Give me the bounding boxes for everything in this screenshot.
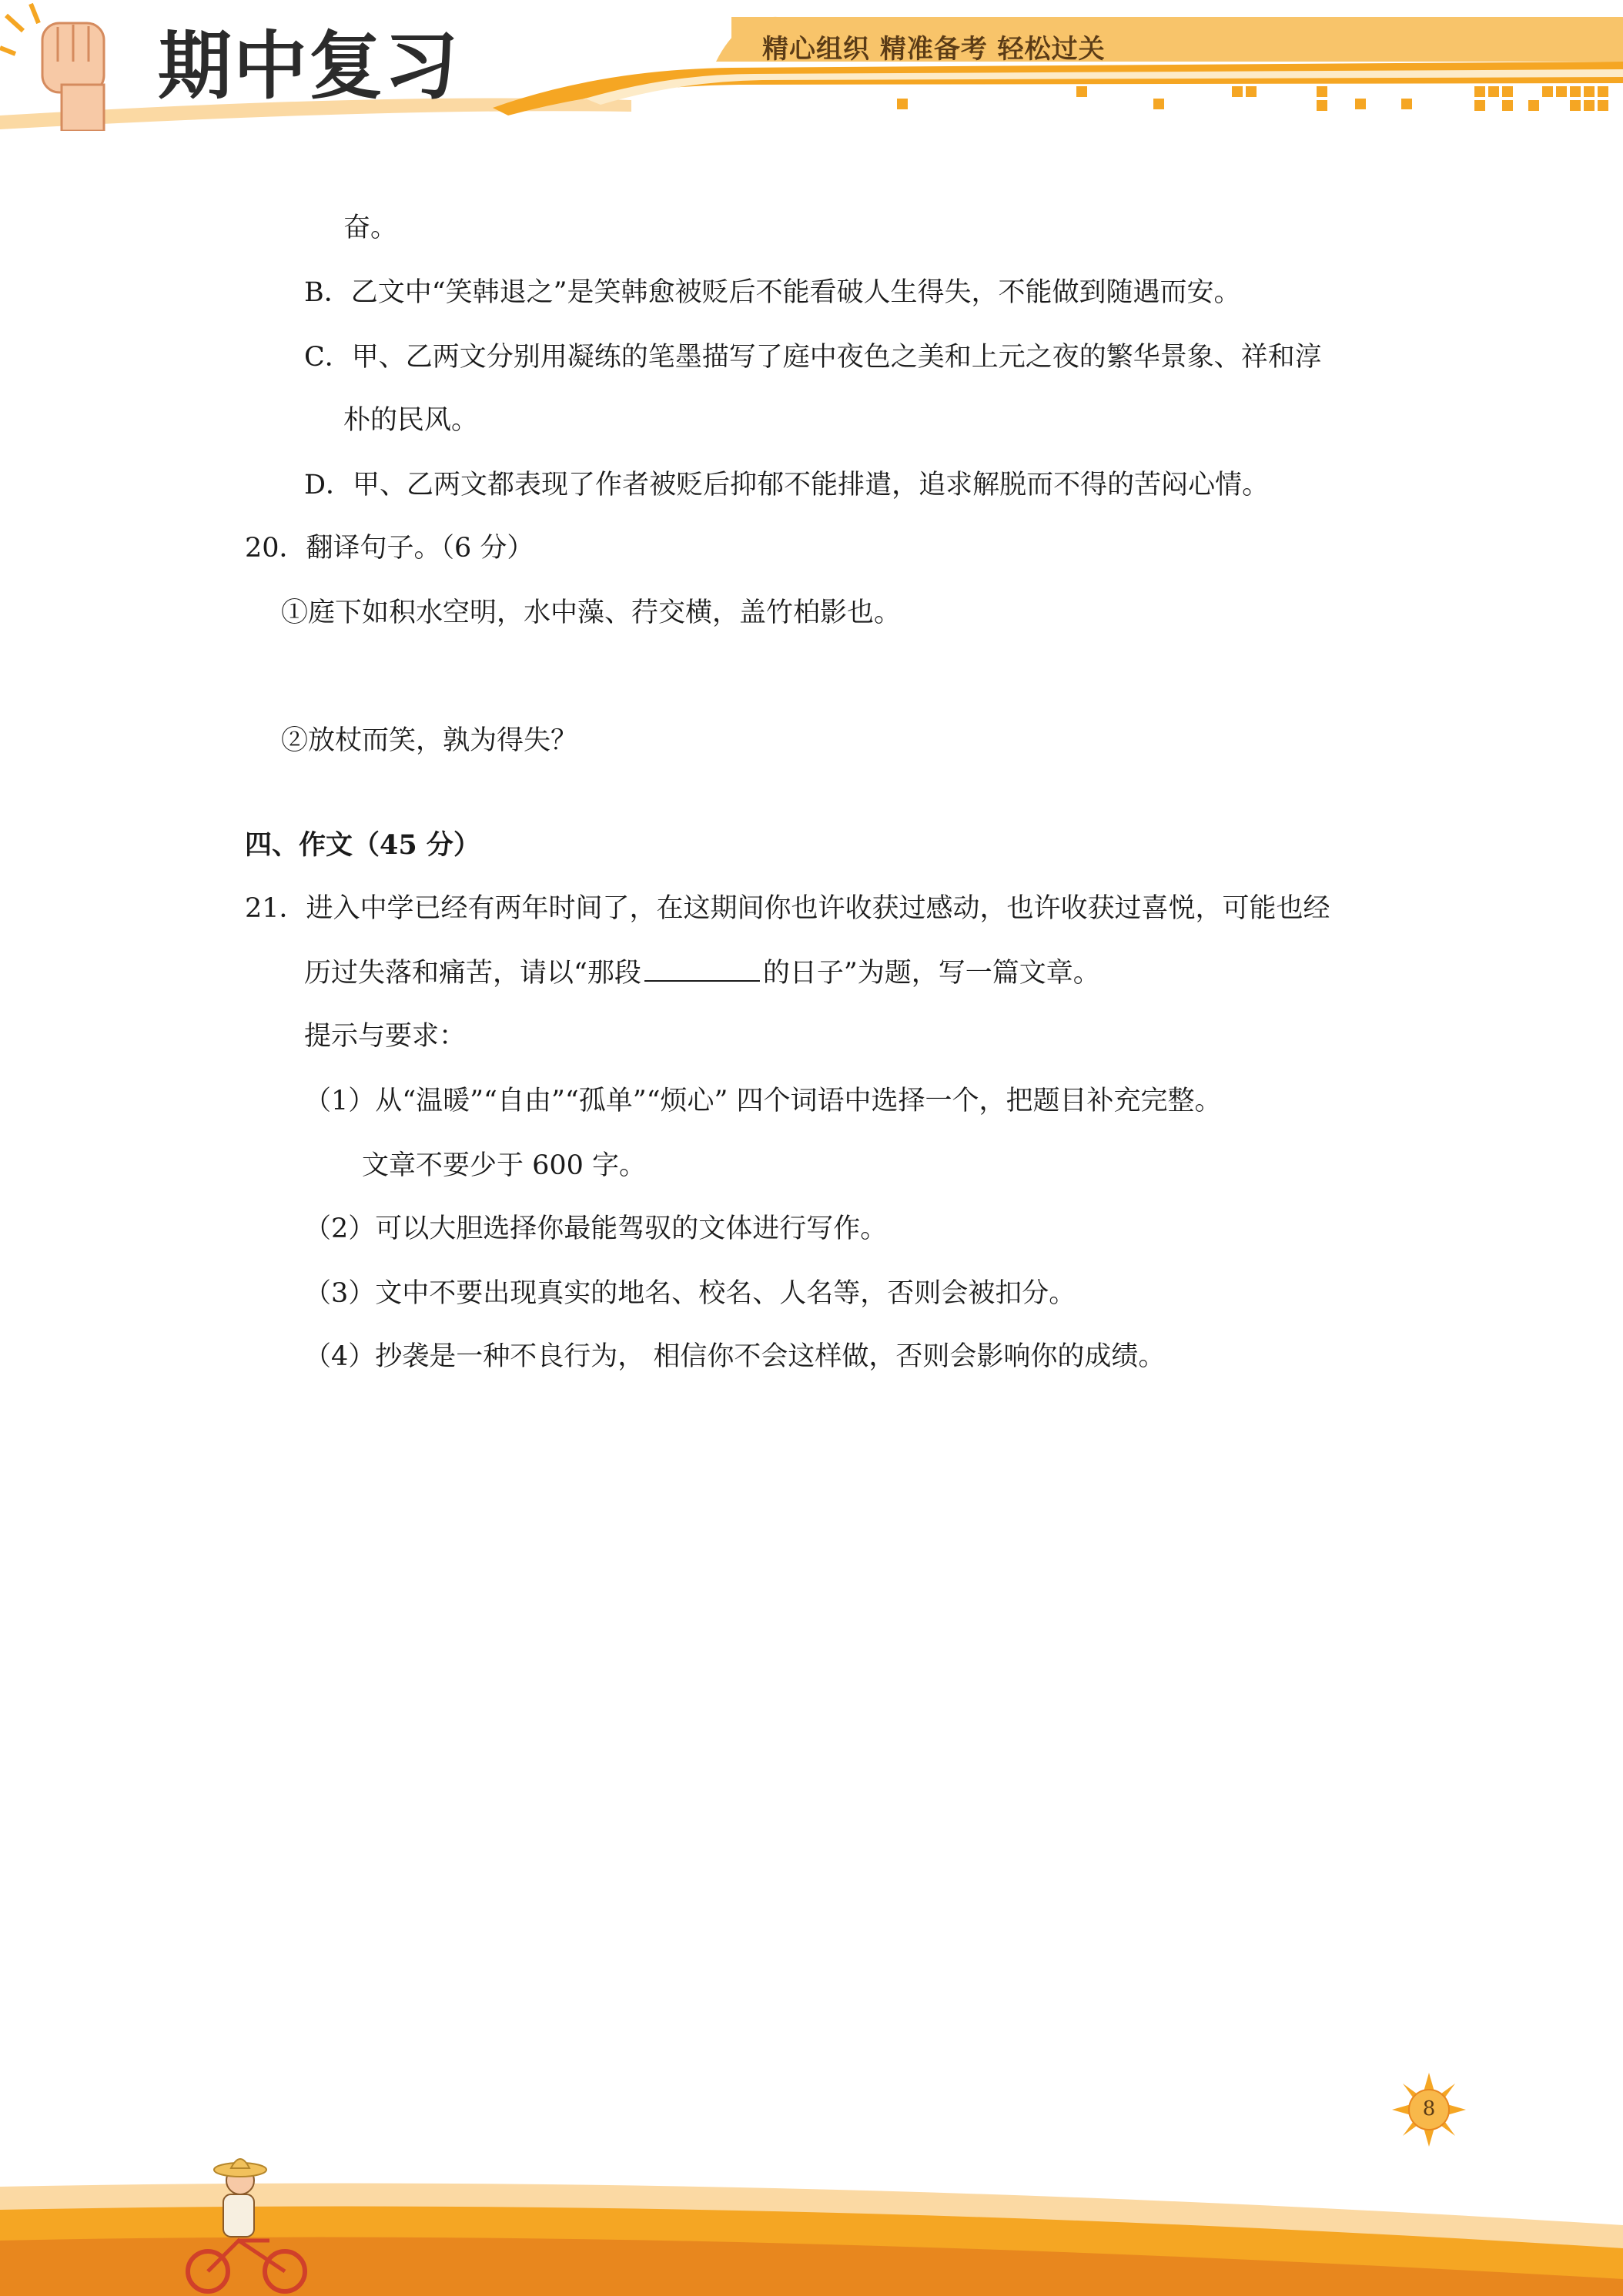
section-title-composition: 四、作文（45 分） <box>245 829 480 861</box>
page-header <box>0 0 1623 131</box>
requirement-1-line2: 文章不要少于 600 字。 <box>362 1150 647 1181</box>
header-title: 期中复习 <box>158 23 460 109</box>
translate-sentence-1: ①庭下如积水空明，水中藻、荇交横，盖竹柏影也。 <box>281 597 902 628</box>
requirement-3: （3）文中不要出现真实的地名、校名、人名等，否则会被扣分。 <box>304 1278 1076 1309</box>
question-21-line2-after: 的日子”为题，写一篇文章。 <box>762 958 1100 989</box>
page-number: 8 <box>1422 2097 1436 2120</box>
option-d: D．甲、乙两文都表现了作者被贬后抑郁不能排遣，追求解脱而不得的苦闷心情。 <box>304 470 1270 500</box>
question-21-line1: 21．进入中学已经有两年时间了，在这期间你也许收获过感动，也许收获过喜悦，可能也经 <box>245 893 1330 924</box>
page-footer <box>0 2140 1623 2296</box>
question-21-line2 <box>304 955 1100 992</box>
header-slogan: 精心组织 精准备考 轻松过关 <box>762 34 1106 65</box>
option-c-line2: 朴的民风。 <box>343 405 479 436</box>
hint-title: 提示与要求： <box>304 1021 467 1052</box>
option-c-line1: C．甲、乙两文分别用凝练的笔墨描写了庭中夜色之美和上元之夜的繁华景象、祥和淳 <box>304 342 1322 373</box>
requirement-4: （4）抄袭是一种不良行为， 相信你不会这样做，否则会影响你的成绩。 <box>304 1341 1166 1372</box>
fill-blank <box>644 957 760 982</box>
question-20-prompt: 20．翻译句子。（6 分） <box>245 533 534 564</box>
footer-decoration <box>0 2140 1623 2296</box>
option-b: B．乙文中“笑韩退之”是笑韩愈被贬后不能看破人生得失，不能做到随遇而安。 <box>304 277 1241 308</box>
translate-sentence-2: ②放杖而笑，孰为得失？ <box>281 725 578 756</box>
requirement-2: （2）可以大胆选择你最能驾驭的文体进行写作。 <box>304 1213 888 1244</box>
question-21-line2-before: 历过失落和痛苦，请以“那段 <box>304 958 641 989</box>
raised-fist-icon <box>0 4 104 131</box>
requirement-1-line1: （1）从“温暖”“自由”“孤单”“烦心” 四个词语中选择一个，把题目补充完整。 <box>304 1086 1222 1116</box>
continuation-text: 奋。 <box>343 213 398 243</box>
